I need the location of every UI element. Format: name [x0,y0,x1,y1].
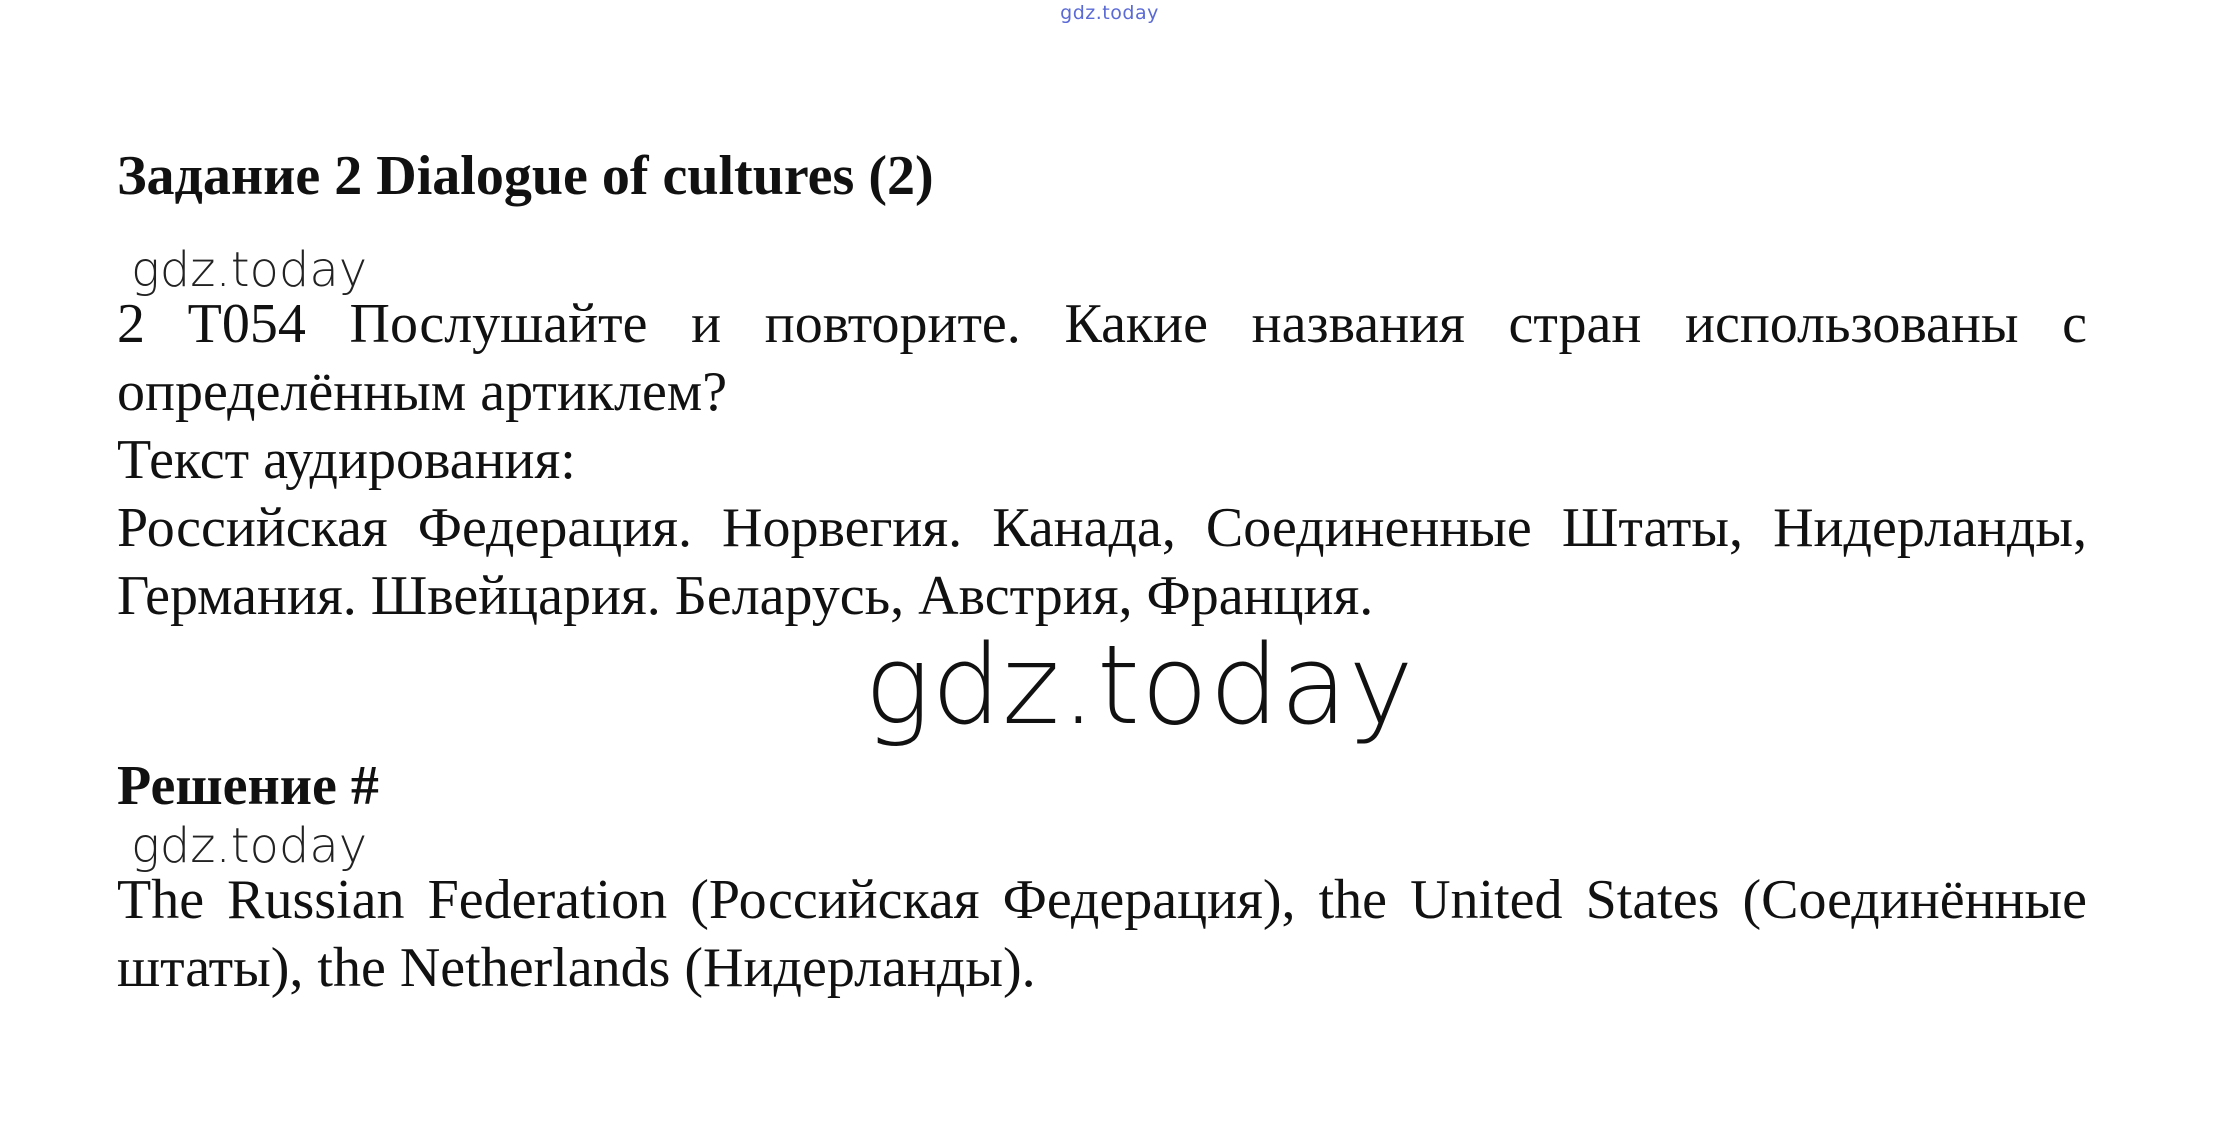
solution-title: Решение # [117,755,379,817]
audio-label: Текст аудирования: [117,429,576,491]
audio-text: Российская Федерация. Норвегия. Канада, Соединенные Штаты, Нидерланды, Германия. Швейцария. Беларусь, Австрия, Франция. [117,497,2087,627]
watermark-top: gdz.today [1060,2,1159,24]
task-instruction: 2 T054 Послушайте и повторите. Какие названия стран использованы с определённым артиклем? [117,293,2087,423]
solution-body [117,866,2087,1002]
watermark-after-title: gdz.today [131,242,368,298]
watermark-center: gdz.today [864,621,1415,749]
task-title: Задание 2 Dialogue of cultures (2) [117,145,934,207]
solution-text: The Russian Federation (Российская Федерация), the United States (Соединённые штаты), the Netherlands (Нидерланды). [117,869,2087,999]
watermark-after-solution-title: gdz.today [131,818,368,874]
task-body [117,290,2087,630]
